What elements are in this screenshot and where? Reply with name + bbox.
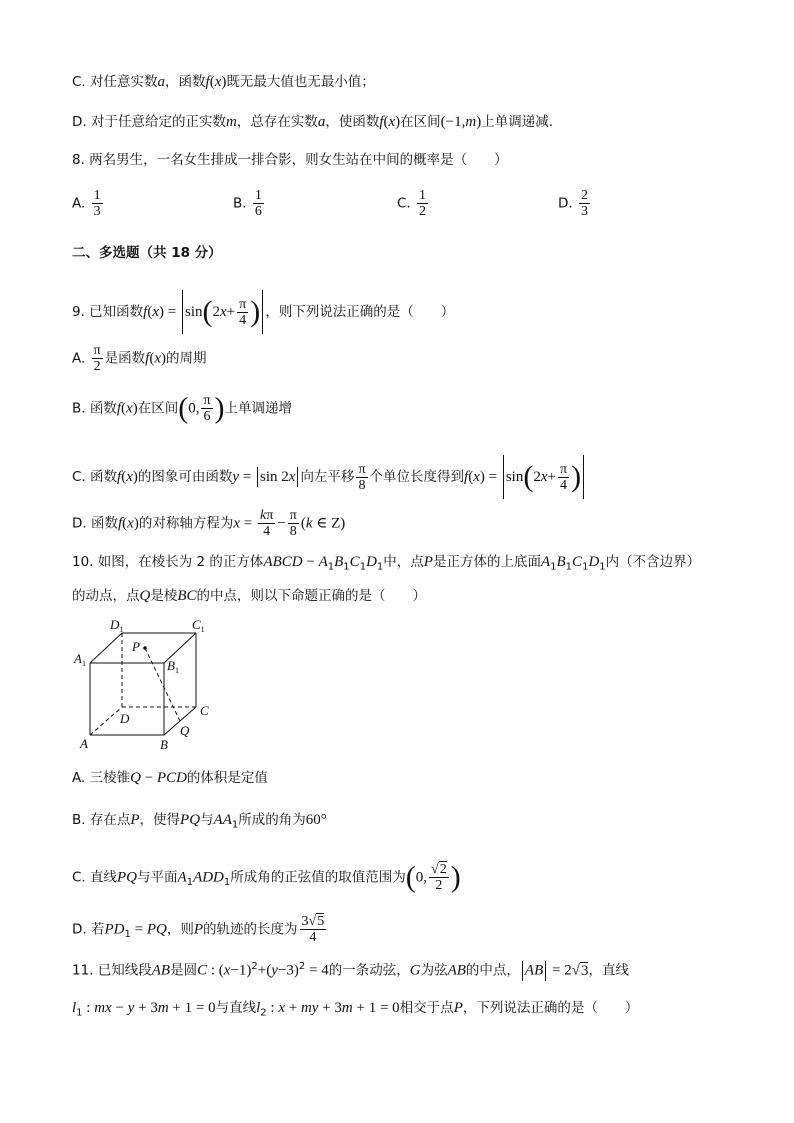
- q8-option-a: A. $\frac{1}{3}$: [72, 188, 101, 219]
- q11-stem-line2: $l_1$ : mx − y + 3m + 1 = 0与直线$l_2$ : x + my + 3m + 1 = 0相交于点P，下列说法正确的是（ ）: [72, 1000, 639, 1019]
- label-c1: $C_1$: [192, 617, 205, 634]
- label-b1: $B_1$: [167, 658, 179, 675]
- section-heading: 二、多选题（共 18 分）: [72, 245, 222, 261]
- label-p: P: [132, 639, 140, 654]
- q8-option-b: B. $\frac{1}{6}$: [233, 188, 262, 219]
- q9-option-d: D. 函数f(x)的对称轴方程为x = $\frac{k\pi}{4}$ − $\frac{\pi}{8}$ (k ∈ Z): [72, 508, 346, 539]
- edge-a-d: [90, 707, 122, 735]
- label-c: C: [200, 703, 209, 718]
- q8-option-d: D. $\frac{2}{3}$: [558, 188, 588, 219]
- cube-figure: [72, 615, 222, 755]
- label-d1: $D_1$: [110, 617, 124, 634]
- q9-stem: 9. 已知函数f(x) = sin(2x+ $\frac{\pi}{4}$ ) ，则下列说法正确的是（ ）: [72, 290, 454, 334]
- q9-option-b: B. 函数f(x)在区间(0, $\frac{\pi}{6}$ )上单调递增: [72, 391, 293, 425]
- q10-option-d: D. 若$PD_1$ = PQ，则P的轨迹的长度为 $\frac{3√5}{4}$: [72, 914, 325, 945]
- label-a: A: [80, 736, 88, 751]
- q9-option-a: A. $\frac{\pi}{2}$ 是函数f(x)的周期: [72, 343, 207, 374]
- label-q: Q: [180, 723, 190, 738]
- q10-stem-line1: 10. 如图，在棱长为 2 的正方体ABCD − $A_1B_1C_1D_1$中，点P是正方体的上底面$A_1B_1C_1D_1$内（不含边界）: [72, 554, 701, 573]
- q9-option-c: C. 函数f(x)的图象可由函数y = sin 2x 向左平移 $\frac{\pi}{8}$ 个单位长度得到f(x) = sin(2x+ $\frac{\pi}{4}$ ): [72, 455, 586, 499]
- q10-option-a: A. 三棱锥Q − PCD的体积是定值: [72, 770, 268, 786]
- label-b: B: [160, 737, 168, 752]
- point-p: [143, 646, 147, 650]
- label-d: D: [120, 711, 130, 726]
- q8-stem: 8. 两名男生，一名女生排成一排合影，则女生站在中间的概率是（ ）: [72, 152, 508, 168]
- edge-a1-d1: [90, 633, 122, 663]
- q10-option-c: C. 直线PQ与平面$A_1ADD_1$所成角的正弦值的取值范围为(0, $\frac{√2}{2}$ ): [72, 860, 461, 894]
- q11-stem-line1: 11. 已知线段AB是圆C : $(x-1)^2+(y-3)^2 = 4$的一条动弦，G为弦AB的中点， AB = 2√3，直线: [72, 961, 629, 979]
- q7-option-c: C. 对任意实数a，函数f(x)既无最大值也无最小值；: [72, 74, 375, 90]
- label-a1: $A_1$: [74, 651, 86, 668]
- q10-stem-line2: 的动点，点Q是棱BC的中点，则以下命题正确的是（ ）: [72, 588, 427, 604]
- q7-option-d: D. 对于任意给定的正实数m，总存在实数a，使函数f(x)在区间(−1,m)上单调递减.: [72, 114, 554, 130]
- q10-option-b: B. 存在点P，使得PQ与$AA_1$所成的角为60°: [72, 812, 327, 831]
- q8-option-c: C. $\frac{1}{2}$: [397, 188, 427, 219]
